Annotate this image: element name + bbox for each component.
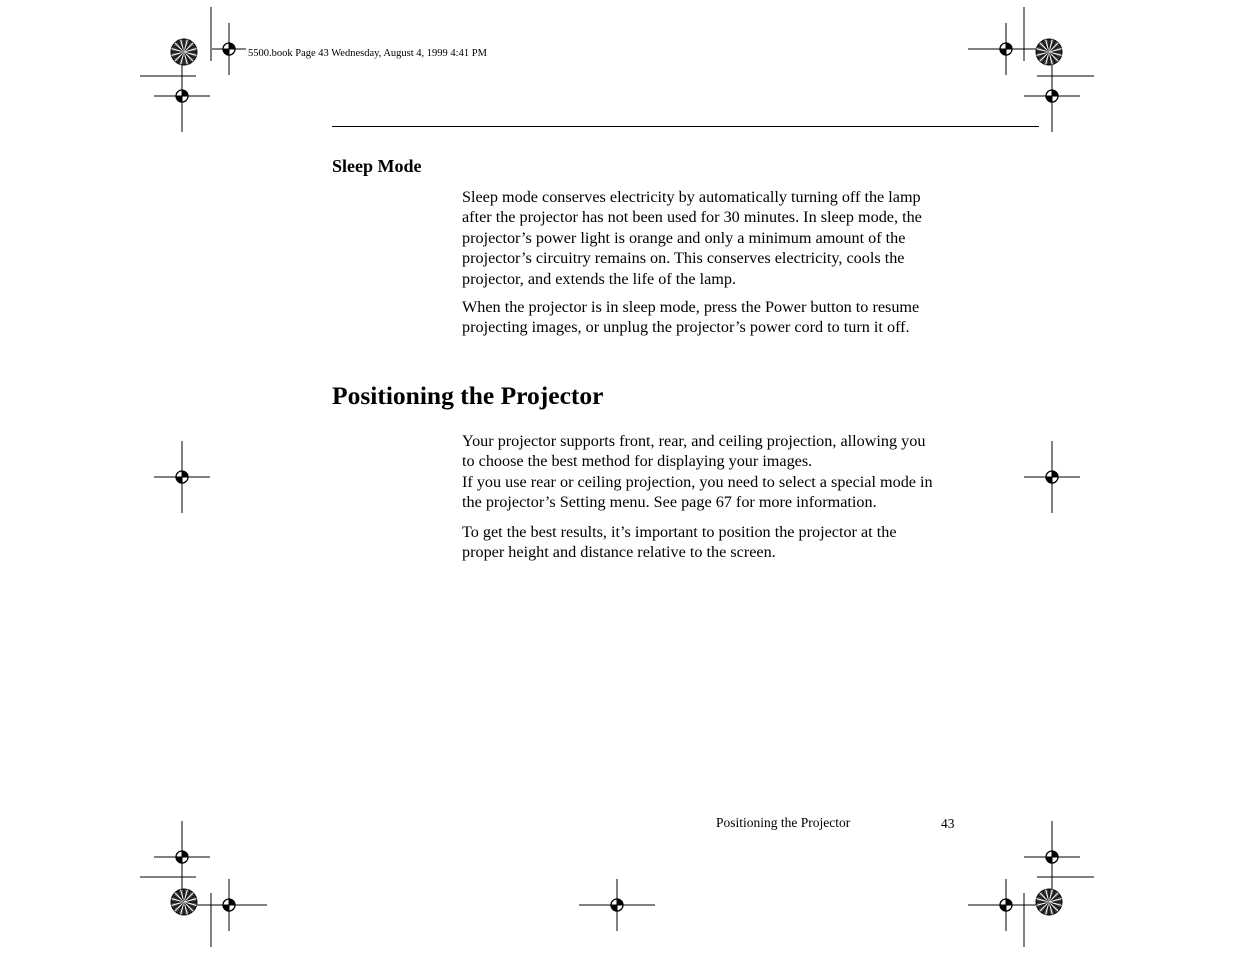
positioning-paragraph-1a: Your projector supports front, rear, and ceiling projection, allowing you to choose the best method for displaying your images. (462, 432, 926, 471)
registration-target-icon (212, 23, 246, 75)
section-heading-sleep-mode: Sleep Mode (332, 156, 422, 176)
starburst-target-icon (171, 889, 197, 915)
sleep-mode-paragraph-1: Sleep mode conserves electricity by automatically turning off the lamp after the projector has not been used for 30 minutes. In sleep mode, the projector’s power light is orange and only a minimum amount of the projector’s circuitry remains on. This conserves electricity, cools the projector, and extends the life of the lamp. (462, 188, 922, 288)
positioning-paragraph-2: To get the best results, it’s important to position the projector at the proper height and distance relative to the screen. (462, 522, 897, 562)
print-slug-line: 5500.book Page 43 Wednesday, August 4, 1999 4:41 PM (248, 48, 487, 59)
registration-target-icon (154, 821, 210, 893)
registration-target-icon (154, 60, 210, 132)
page-title: Positioning the Projector (332, 381, 604, 410)
registration-target-icon (968, 23, 1044, 75)
registration-target-icon (579, 879, 655, 931)
footer-running-title: Positioning the Projector (716, 815, 851, 830)
positioning-body (462, 431, 942, 562)
registration-target-icon (191, 879, 267, 931)
header-rule (332, 126, 1039, 127)
registration-target-icon (1024, 60, 1080, 132)
registration-target-icon (968, 879, 1044, 931)
starburst-target-icon (171, 39, 197, 65)
registration-target-icon (1024, 821, 1080, 893)
sleep-mode-body (462, 187, 942, 338)
starburst-target-icon (1036, 889, 1062, 915)
registration-target-icon (1024, 441, 1080, 513)
sleep-mode-paragraph-2: When the projector is in sleep mode, press the Power button to resume projecting images, or unplug the projector’s power cord to turn it off. (462, 298, 920, 337)
positioning-paragraph-1b: If you use rear or ceiling projection, you need to select a special mode in the projector’s Setting menu. See page 67 for more information. (462, 472, 933, 512)
page-number: 43 (941, 816, 955, 831)
registration-target-icon (154, 441, 210, 513)
starburst-target-icon (1036, 39, 1062, 65)
